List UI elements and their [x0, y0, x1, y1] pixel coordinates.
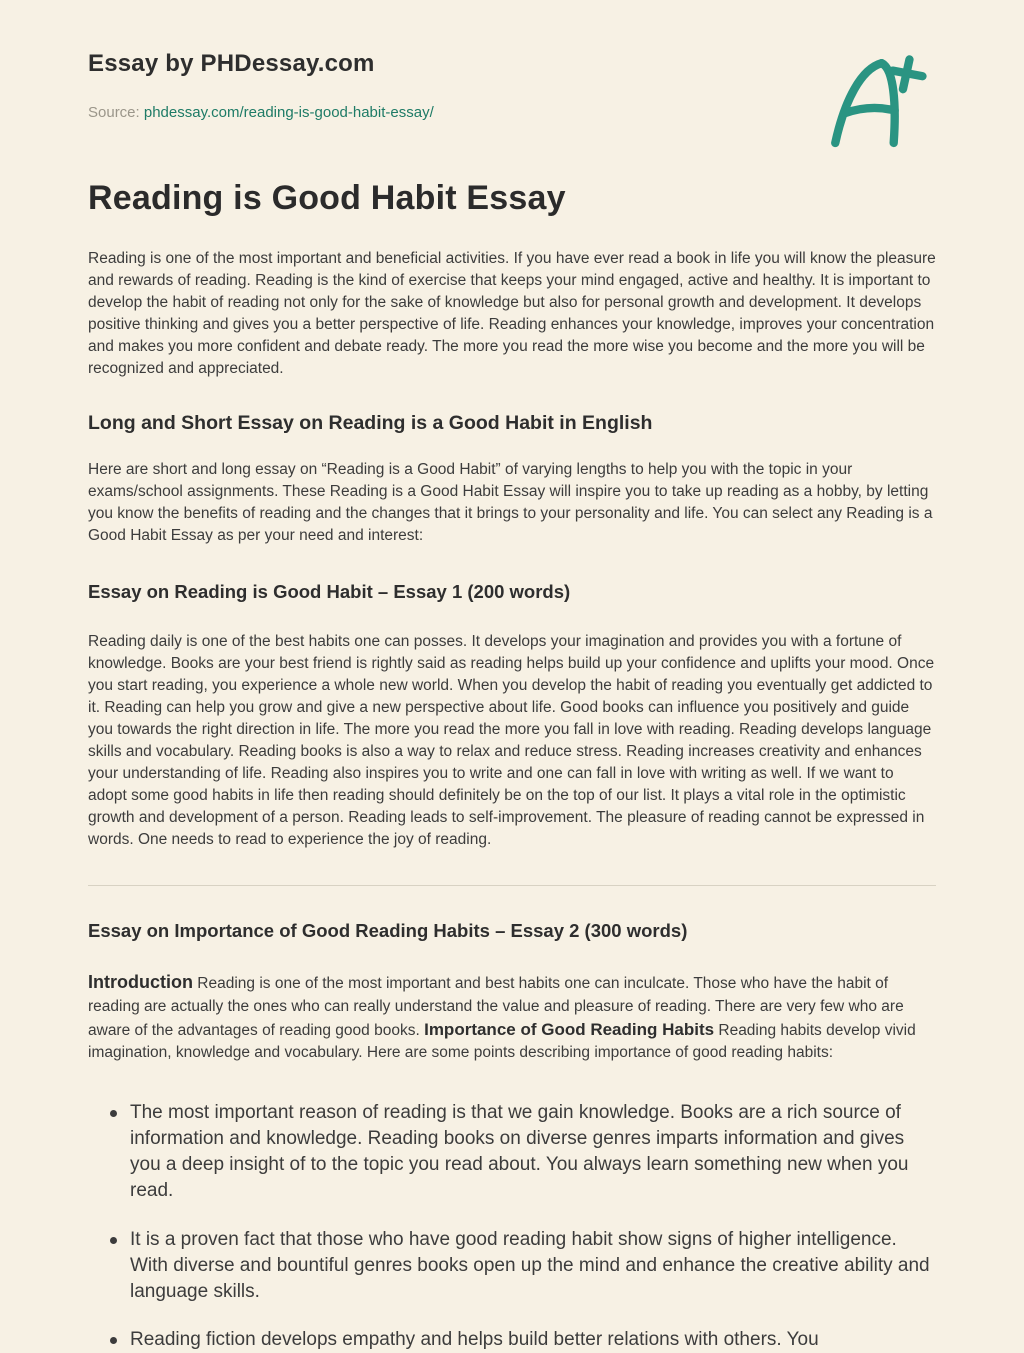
- section-heading-long-short: Long and Short Essay on Reading is a Good Habit in English: [88, 412, 653, 434]
- source-label: Source:: [88, 104, 140, 121]
- introduction-label: Introduction: [88, 972, 193, 992]
- source-link[interactable]: phdessay.com/reading-is-good-habit-essay/: [143, 104, 434, 121]
- essay2-heading: Essay on Importance of Good Reading Habits – Essay 2 (300 words): [88, 920, 688, 941]
- intro-paragraph: Reading is one of the most important and beneficial activities. If you have ever read a book in life you will know the pleasure and rewards of reading. Reading is the kind of exercise that keeps your mind engaged, active and healthy. It is important to develop the habit of reading not only for the sake of knowledge but also for personal growth and development. It develops positive thinking and gives you a better perspective of life. Reading enhances your knowledge, improves your concentration and makes you more confident and debate ready. The more you read the more wise you become and the more you will be recognized and appreciated.: [88, 250, 936, 377]
- page-header: [88, 50, 936, 121]
- essay2-paragraph: [88, 970, 936, 1064]
- source-line: [88, 104, 936, 121]
- a-plus-logo-icon: [826, 52, 928, 156]
- list-item: Reading fiction develops empathy and helps build better relations with others. You: [110, 1327, 936, 1353]
- list-item: It is a proven fact that those who have good reading habit show signs of higher intelligence. With diverse and bountiful genres books open up the mind and enhance the creative ability and language skills.: [110, 1227, 936, 1306]
- introduction-text: Reading is one of the most important and best habits one can inculcate. Those who have the habit of reading are actually the ones who can really understand the value and pleasure of reading. There are very few who are aware of the advantages of reading good books.: [88, 975, 904, 1039]
- essay1-heading: Essay on Reading is Good Habit – Essay 1 (200 words): [88, 581, 571, 602]
- page-title: Reading is Good Habit Essay: [88, 179, 566, 217]
- byline: Essay by PHDessay.com: [88, 50, 375, 77]
- reading-benefits-list: [88, 1100, 936, 1353]
- importance-text: Reading habits develop vivid imagination, knowledge and vocabulary. Here are some points describing importance of good reading habits:: [88, 1021, 916, 1061]
- divider: [88, 885, 936, 886]
- importance-label: Importance of Good Reading Habits: [424, 1019, 715, 1039]
- section1-paragraph: Here are short and long essay on “Reading is a Good Habit” of varying lengths to help you with the topic in your exams/school assignments. These Reading is a Good Habit Essay will inspire you to take up reading as a hobby, by letting you know the benefits of reading and the changes that it brings to your personality and life. You can select any Reading is a Good Habit Essay as per your need and interest:: [88, 461, 933, 544]
- list-item: The most important reason of reading is that we gain knowledge. Books are a rich source of information and knowledge. Reading books on diverse genres imparts information and gives you a deep insight of to the topic you read about. You always learn something new when you read.: [110, 1100, 936, 1205]
- essay1-paragraph: Reading daily is one of the best habits one can posses. It develops your imagination and provides you with a fortune of knowledge. Books are your best friend is rightly said as reading helps build up your confidence and uplifts your mood. Once you start reading, you experience a whole new world. When you develop the habit of reading you eventually get addicted to it. Reading can help you grow and give a new perspective about life. Good books can influence you positively and guide you towards the right direction in life. The more you read the more you fall in love with reading. Reading develops language skills and vocabulary. Reading books is also a way to relax and reduce stress. Reading increases creativity and enhances your understanding of life. Reading also inspires you to write and one can fall in love with writing as well. If we want to adopt some good habits in life then reading should definitely be on the top of our list. It plays a vital role in the optimistic growth and development of a person. Reading leads to self-improvement. The pleasure of reading cannot be expressed in words. One needs to read to experience the joy of reading.: [88, 633, 935, 848]
